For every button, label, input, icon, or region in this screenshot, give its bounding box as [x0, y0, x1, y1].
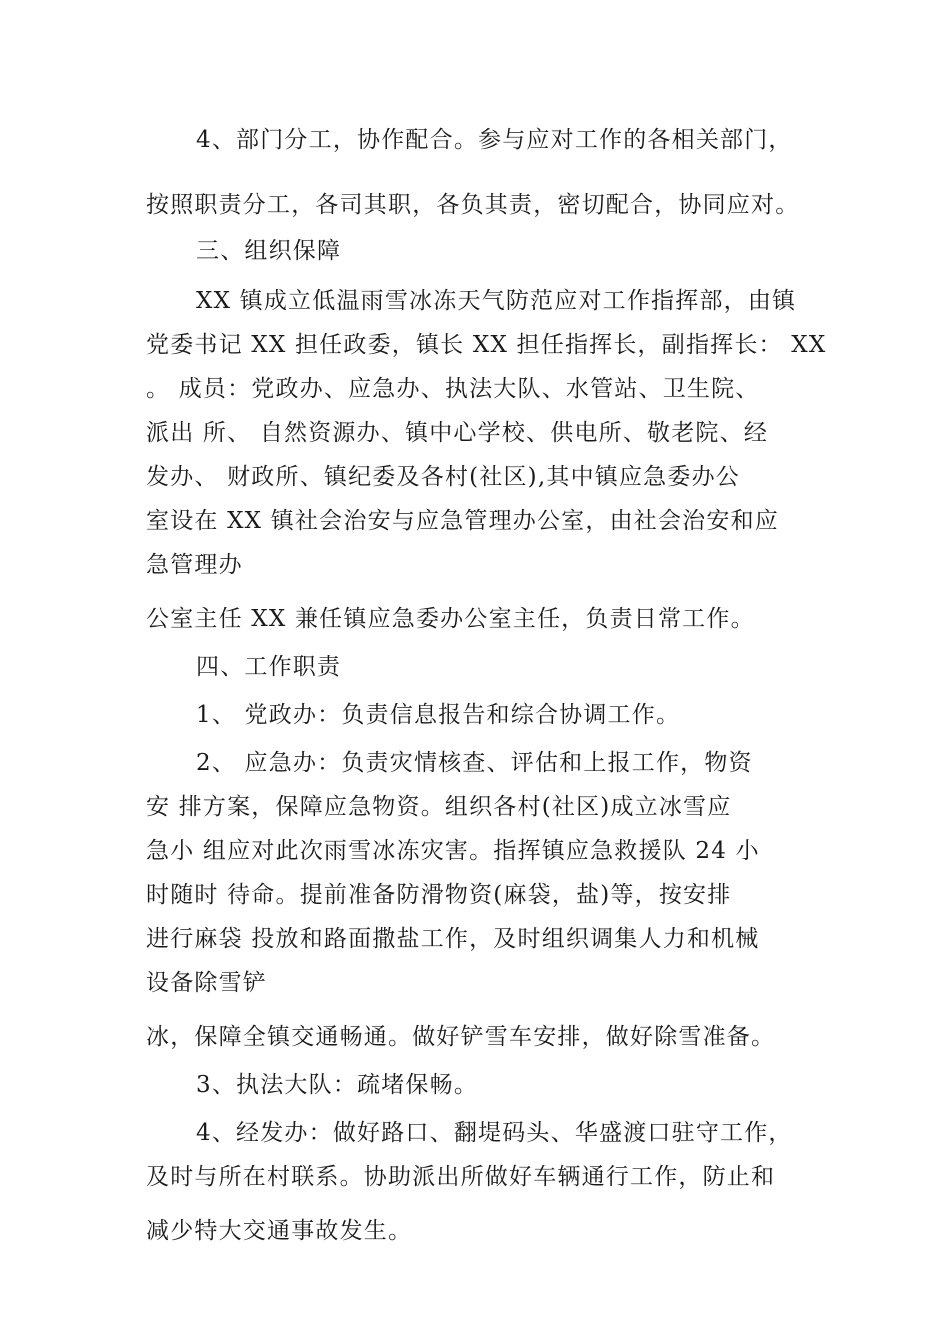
paragraph-line: 3、执法大队：疏堵保畅。	[196, 1072, 479, 1098]
paragraph-line: 。 成员：党政办、应急办、执法大队、水管站、卫生院、	[146, 376, 760, 402]
paragraph-line: 公室主任 XX 兼任镇应急委办公室主任，负责日常工作。	[146, 606, 755, 632]
paragraph-line: 2、 应急办：负责灾情核查、评估和上报工作，物资	[196, 750, 753, 776]
paragraph-line: 4、经发办：做好路口、翻堤码头、华盛渡口驻守工作，	[196, 1120, 793, 1146]
section-heading: 三、组织保障	[196, 238, 342, 264]
paragraph-line: 及时与所在村联系。协助派出所做好车辆通行工作，防止和	[146, 1164, 776, 1190]
paragraph-line: XX 镇成立低温雨雪冰冻天气防范应对工作指挥部，由镇	[196, 288, 797, 314]
paragraph-line: 急小 组应对此次雨雪冰冻灾害。指挥镇应急救援队 24 小	[146, 838, 760, 864]
paragraph-line: 派出 所、 自然资源办、镇中心学校、供电所、敬老院、经	[146, 420, 769, 446]
paragraph-line: 发办、 财政所、镇纪委及各村(社区),其中镇应急委办公	[146, 464, 740, 490]
paragraph-line: 进行麻袋 投放和路面撒盐工作，及时组织调集人力和机械	[146, 926, 760, 952]
paragraph-line: 党委书记 XX 担任政委，镇长 XX 担任指挥长，副指挥长： XX	[146, 332, 827, 358]
paragraph-line: 1、 党政办：负责信息报告和综合协调工作。	[196, 702, 681, 728]
paragraph-line: 设备除雪铲	[146, 970, 267, 996]
paragraph-line: 4、部门分工，协作配合。参与应对工作的各相关部门，	[196, 127, 793, 153]
paragraph-line: 室设在 XX 镇社会治安与应急管理办公室，由社会治安和应	[146, 508, 779, 534]
paragraph-line: 时随时 待命。提前准备防滑物资(麻袋，盐)等，按安排	[146, 882, 732, 908]
paragraph-line: 按照职责分工，各司其职，各负其责，密切配合，协同应对。	[146, 192, 800, 218]
paragraph-line: 安 排方案，保障应急物资。组织各村(社区)成立冰雪应	[146, 794, 732, 820]
section-heading: 四、工作职责	[196, 654, 342, 680]
paragraph-line: 急管理办	[146, 552, 243, 578]
paragraph-line: 冰，保障全镇交通畅通。做好铲雪车安排，做好除雪准备。	[146, 1024, 776, 1050]
paragraph-line: 减少特大交通事故发生。	[146, 1218, 413, 1244]
